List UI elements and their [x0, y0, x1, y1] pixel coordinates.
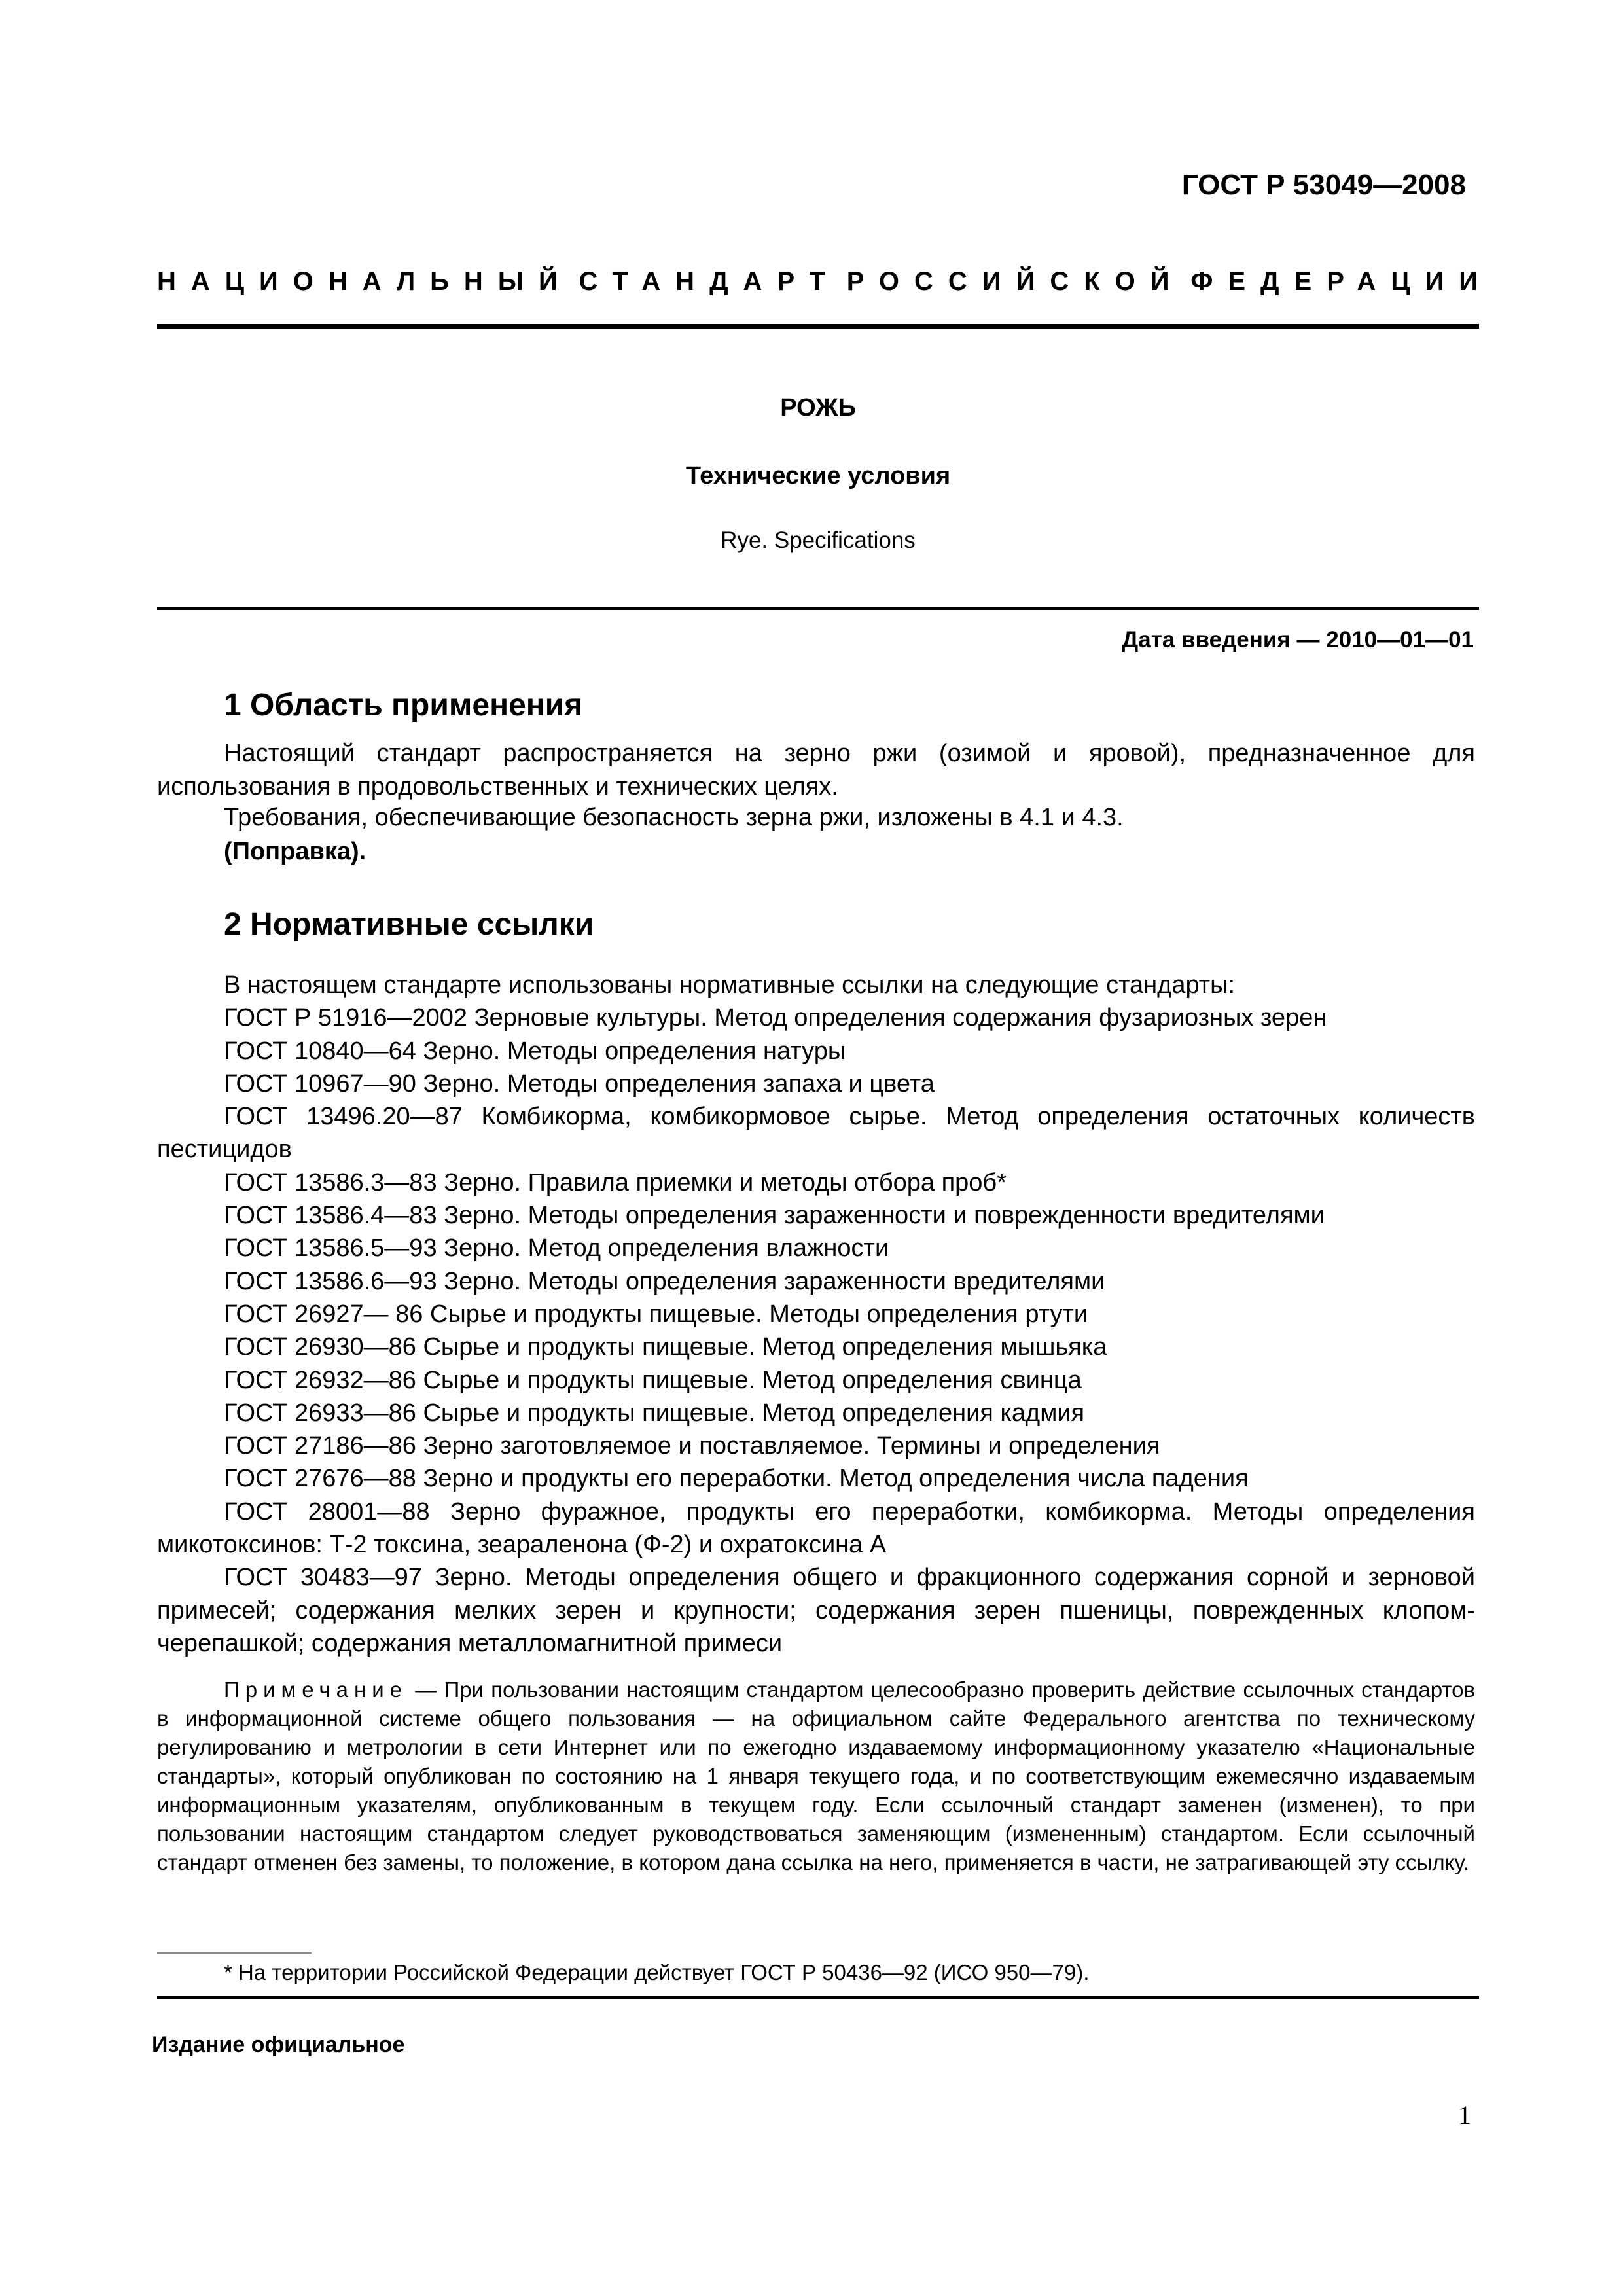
reference-item: ГОСТ 10967—90 Зерно. Методы определения запаха и цвета: [224, 1069, 935, 1098]
reference-item: ГОСТ 27676—88 Зерно и продукты его переработки. Метод определения числа падения: [224, 1465, 1249, 1493]
standard-title-word: ФЕДЕРАЦИИ: [1190, 267, 1493, 296]
section-1-line: использования в продовольственных и технических целях.: [157, 773, 838, 800]
document-subtitle: Технические условия: [685, 462, 951, 490]
section-1-heading: 1 Область применения: [224, 688, 583, 723]
references-note: [157, 1676, 1475, 1877]
footnote-separator: [157, 1952, 312, 1954]
section-1-safety-text: Требования, обеспечивающие безопасность зерна ржи, изложены в 4.1 и 4.3.: [224, 804, 1124, 831]
reference-item: ГОСТ 13586.5—93 Зерно. Метод определения влажности: [224, 1234, 889, 1263]
section-2-heading: 2 Нормативные ссылки: [224, 907, 594, 942]
reference-item: ГОСТ 27186—86 Зерно заготовляемое и поставляемое. Термины и определения: [224, 1432, 1160, 1460]
page-number: 1: [1458, 2100, 1471, 2130]
section-1-paragraph: [157, 737, 1475, 804]
reference-item: ГОСТ 30483—97 Зерно. Методы определения общего и фракционного содержания сорной и зерновой примесей; содержания мелких зерен и крупности; содержания зерен пшеницы, поврежденных клопом-черепашкой; содержания металломагнитной примеси: [157, 1564, 1475, 1657]
standard-title-word: НАЦИОНАЛЬНЫЙ: [157, 267, 573, 296]
reference-item: ГОСТ 26933—86 Сырье и продукты пищевые. Метод определения кадмия: [224, 1399, 1085, 1427]
title-divider: [157, 607, 1479, 610]
footnote: * На территории Российской Федерации действует ГОСТ Р 50436—92 (ИСО 950—79).: [224, 1960, 1090, 1984]
reference-item: ГОСТ 13496.20—87 Комбикорма, комбикормовое сырье. Метод определения остаточных количеств пестицидов: [157, 1103, 1475, 1164]
reference-item: ГОСТ 13586.3—83 Зерно. Правила приемки и методы отбора проб*: [224, 1168, 1007, 1196]
edition-label: Издание официальное: [152, 2032, 405, 2057]
introduction-date: Дата введения — 2010—01—01: [1122, 627, 1474, 653]
references-intro: В настоящем стандарте использованы нормативные ссылки на следующие стандарты:: [224, 971, 1236, 999]
references-list: [157, 969, 1475, 1660]
document-title: РОЖЬ: [780, 394, 856, 422]
reference-item: ГОСТ 13586.6—93 Зерно. Методы определения зараженности вредителями: [224, 1267, 1105, 1295]
standard-title-word: СТАНДАРТ: [579, 267, 841, 296]
footer-divider: [157, 1996, 1479, 1999]
reference-item: ГОСТ 26932—86 Сырье и продукты пищевые. Метод определения свинца: [224, 1366, 1082, 1394]
header-divider: [157, 324, 1479, 329]
section-1-line: Настоящий стандарт распространяется на зерно ржи (озимой и яровой), предназначенное для: [224, 740, 1475, 767]
reference-item: ГОСТ 13586.4—83 Зерно. Методы определения зараженности и поврежденности вредителями: [224, 1202, 1325, 1230]
note-label: Примечание: [224, 1677, 408, 1702]
reference-item: ГОСТ 28001—88 Зерно фуражное, продукты его переработки, комбикорма. Методы определения микотоксинов: Т-2 токсина, зеараленона (Ф-2) и охратоксина А: [157, 1498, 1475, 1559]
reference-item: ГОСТ Р 51916—2002 Зерновые культуры. Метод определения содержания фузариозных зерен: [224, 1004, 1327, 1032]
document-number: ГОСТ Р 53049—2008: [1181, 169, 1466, 201]
reference-item: ГОСТ 26930—86 Сырье и продукты пищевые. Метод определения мышьяка: [224, 1333, 1107, 1361]
note-text: — При пользовании настоящим стандартом целесообразно проверить действие ссылочных стандартов в информационной системе общего пользования — на официальном сайте Федерального агентства по техническому регулированию и метрологии в сети Интернет или по ежегодно издаваемому информационному указателю «Национальные стандарты», который опубликован по состоянию на 1 января текущего года, и по соответствующим ежемесячно издаваемым информационным указателям, опубликованным в текущем году. Если ссылочный стандарт заменен (изменен), то при пользовании настоящим стандартом следует руководствоваться заменяющим (измененным) стандартом. Если ссылочный стандарт отменен без замены, то положение, в котором дана ссылка на него, применяется в части, не затрагивающей эту ссылку.: [157, 1677, 1475, 1874]
standard-title: [157, 267, 1493, 296]
reference-item: ГОСТ 26927— 86 Сырье и продукты пищевые. Методы определения ртути: [224, 1300, 1088, 1328]
reference-item: ГОСТ 10840—64 Зерно. Методы определения натуры: [224, 1037, 846, 1065]
standard-title-word: РОССИЙСКОЙ: [846, 267, 1185, 296]
document-title-english: Rye. Specifications: [721, 528, 916, 553]
section-1-amendment: (Поправка).: [224, 838, 366, 865]
